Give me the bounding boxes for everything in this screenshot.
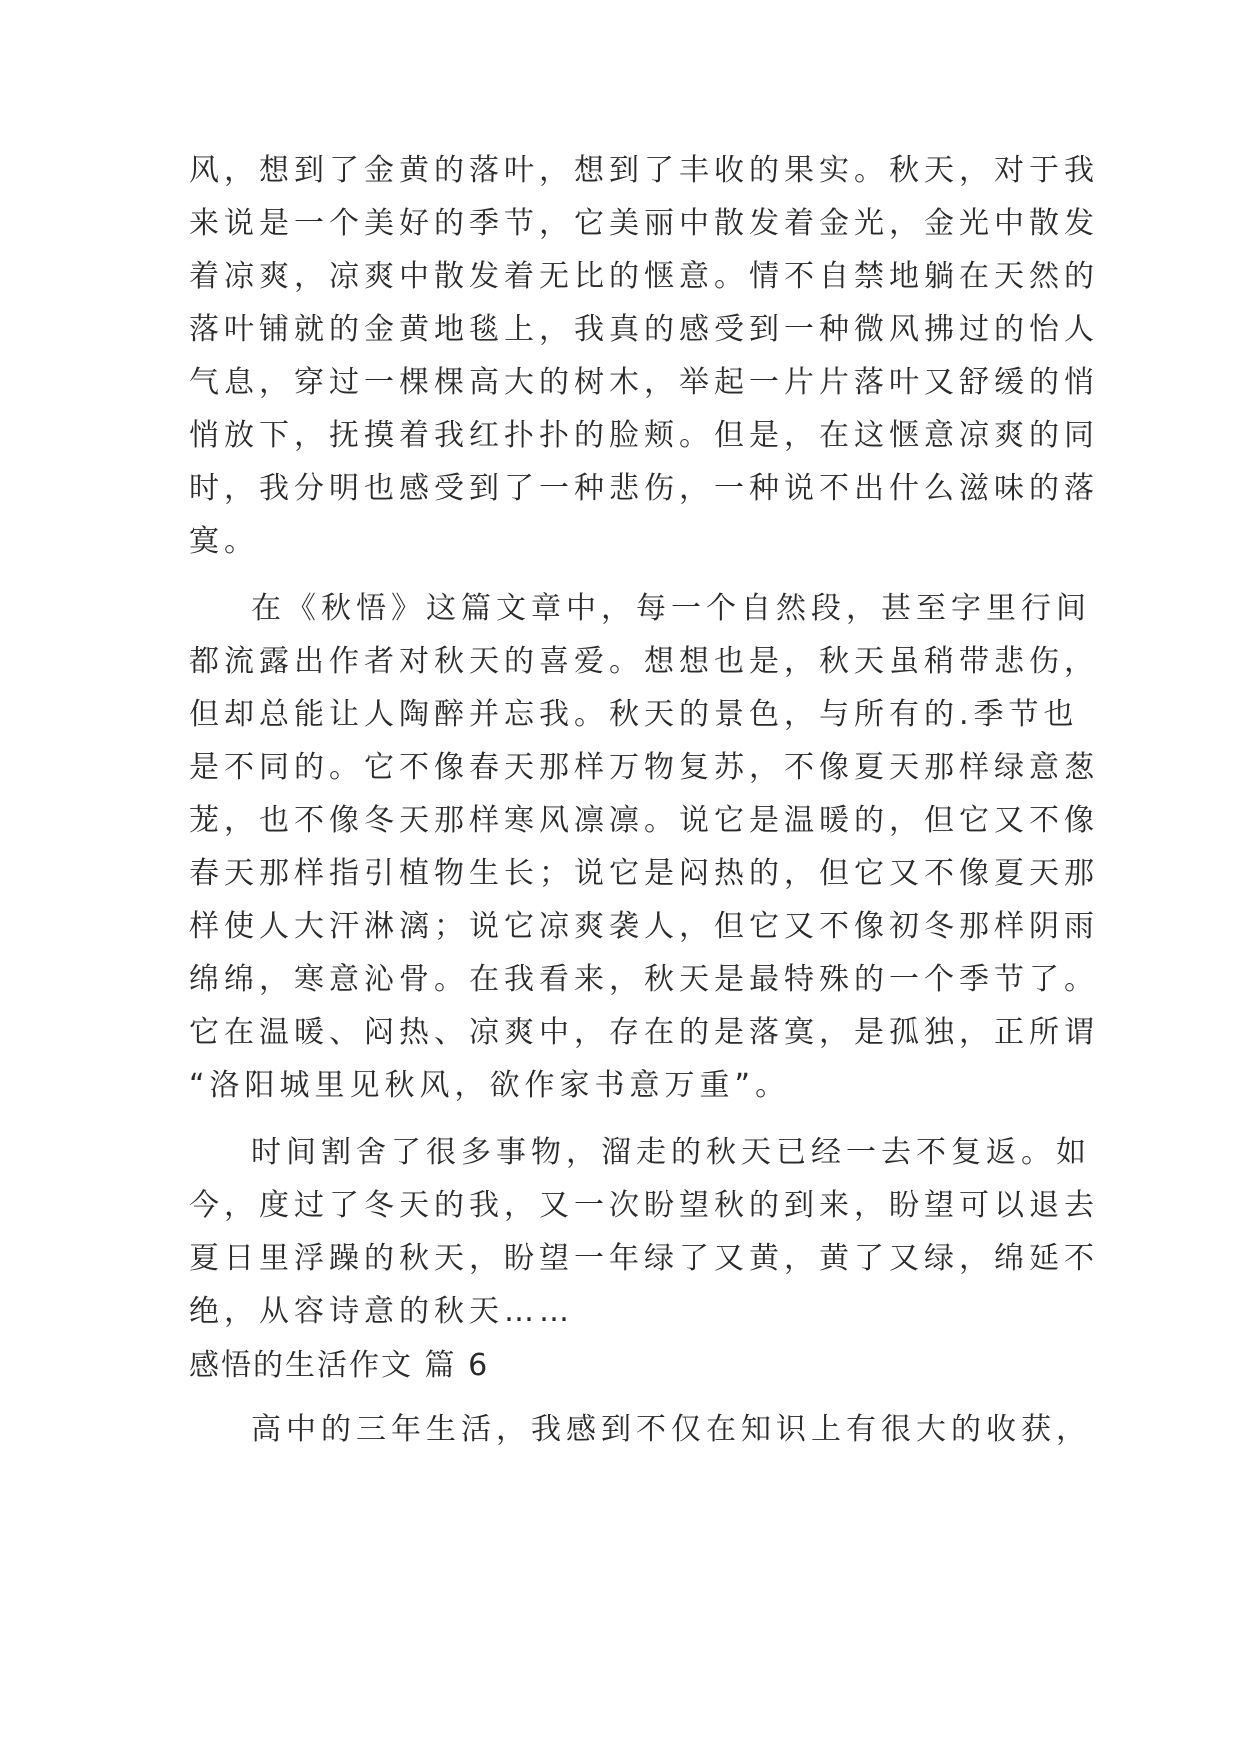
text-line: 气息，穿过一棵棵高大的树木，举起一片片落叶又舒缓的悄 <box>189 365 1099 400</box>
text-line: 来说是一个美好的季节，它美丽中散发着金光，金光中散发 <box>189 206 1099 241</box>
text-line: 茏，也不像冬天那样寒风凛凛。说它是温暖的，但它又不像 <box>189 803 1099 838</box>
text-line: 绝，从容诗意的秋天…… <box>189 1294 574 1329</box>
text-line: 但却总能让人陶醉并忘我。秋天的景色，与所有的.季节也 <box>189 697 1079 732</box>
text-line: 它在温暖、闷热、凉爽中，存在的是落寞，是孤独，正所谓 <box>189 1015 1099 1050</box>
text-line: 今，度过了冬天的我，又一次盼望秋的到来，盼望可以退去 <box>189 1188 1099 1223</box>
text-line: 是不同的。它不像春天那样万物复苏，不像夏天那样绿意葱 <box>189 750 1099 785</box>
text-line: 寞。 <box>189 524 259 559</box>
paragraph-first-line: 时间割舍了很多事物，溜走的秋天已经一去不复返。如 <box>251 1135 1091 1170</box>
text-line: 绵绵，寒意沁骨。在我看来，秋天是最特殊的一个季节了。 <box>189 962 1099 997</box>
text-line: 着凉爽，凉爽中散发着无比的惬意。情不自禁地躺在天然的 <box>189 259 1099 294</box>
text-line: 悄放下，抚摸着我红扑扑的脸颊。但是，在这惬意凉爽的同 <box>189 418 1099 453</box>
text-line: 时，我分明也感受到了一种悲伤，一种说不出什么滋味的落 <box>189 471 1099 506</box>
text-line: 落叶铺就的金黄地毯上，我真的感受到一种微风拂过的怡人 <box>189 312 1099 347</box>
section-heading: 感悟的生活作文 篇 6 <box>189 1348 490 1383</box>
paragraph-first-line: 高中的三年生活，我感到不仅在知识上有很大的收获， <box>251 1412 1091 1447</box>
text-line: 风，想到了金黄的落叶，想到了丰收的果实。秋天，对于我 <box>189 153 1099 188</box>
text-line: 春天那样指引植物生长；说它是闷热的，但它又不像夏天那 <box>189 856 1099 891</box>
text-line: “洛阳城里见秋风，欲作家书意万重”。 <box>189 1068 791 1103</box>
paragraph-first-line: 在《秋悟》这篇文章中，每一个自然段，甚至字里行间 <box>251 591 1091 626</box>
text-line: 都流露出作者对秋天的喜爱。想想也是，秋天虽稍带悲伤， <box>189 644 1099 679</box>
text-line: 样使人大汗淋漓；说它凉爽袭人，但它又不像初冬那样阴雨 <box>189 909 1099 944</box>
text-line: 夏日里浮躁的秋天，盼望一年绿了又黄，黄了又绿，绵延不 <box>189 1241 1099 1276</box>
